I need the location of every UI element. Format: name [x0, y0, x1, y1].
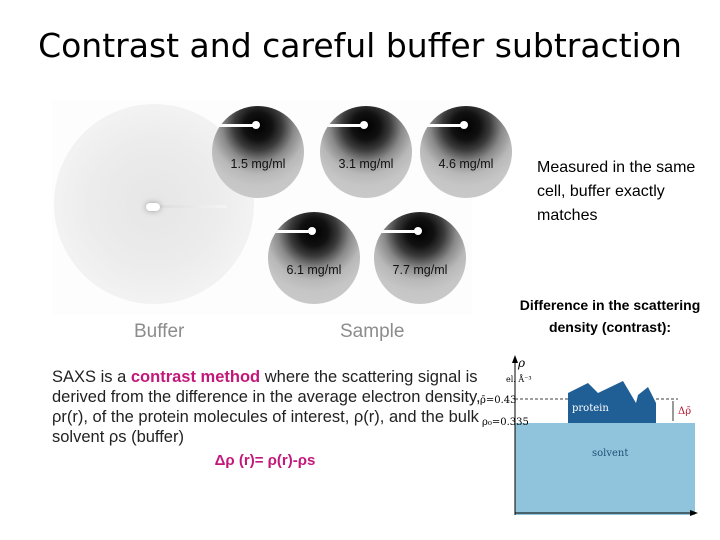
beam-spot — [252, 121, 260, 129]
slide-title: Contrast and careful buffer subtraction — [38, 26, 682, 65]
contrast-diagram — [478, 355, 703, 520]
buffer-caption: Buffer — [134, 321, 185, 342]
contrast-method-highlight: contrast method — [130, 368, 261, 386]
rho0-label: ρ₀=0.335 — [482, 417, 529, 428]
difference-heading: Difference in the scattering density (contrast): — [519, 297, 701, 335]
sample-concentration-label: 6.1 mg/ml — [286, 263, 342, 277]
sample-image-1 — [212, 106, 304, 198]
beam-spot — [308, 227, 316, 235]
solvent-region — [515, 423, 695, 515]
beam-spot — [360, 121, 368, 129]
sample-image-4 — [268, 212, 360, 304]
sample-concentration-label: 3.1 mg/ml — [338, 157, 394, 171]
saxs-description — [52, 367, 482, 447]
solvent-label: solvent — [592, 448, 629, 459]
sample-concentration-label: 4.6 mg/ml — [438, 157, 494, 171]
beam-spot — [460, 121, 468, 129]
y-unit-label: el. Å⁻³ — [506, 375, 532, 384]
sample-image-3 — [420, 106, 512, 198]
sample-image-5 — [374, 212, 466, 304]
rho-axis-label: ρ — [518, 356, 526, 370]
paragraph-text-end: where the scattering signal is derived from the difference in the average electron density, ρr(r), of the protein molecules of interest, ρ(r), and the bulk solvent ρs (buffer) — [52, 368, 481, 446]
paragraph-text-start: SAXS is a — [52, 368, 131, 386]
buffer-beam-spot — [146, 203, 160, 211]
sample-concentration-label: 1.5 mg/ml — [230, 157, 286, 171]
buffer-beamstop — [156, 205, 226, 208]
protein-label: protein — [572, 403, 609, 414]
measurement-note: Measured in the same cell, buffer exactly matches — [537, 159, 696, 224]
beam-spot — [414, 227, 422, 235]
protein-region — [568, 381, 656, 423]
sample-concentration-label: 7.7 mg/ml — [392, 263, 448, 277]
sample-caption: Sample — [340, 321, 405, 342]
contrast-formula: Δρ (r)= ρ(r)-ρs — [214, 452, 316, 469]
rho-bar-label: ρ̄=0.43 — [480, 395, 517, 406]
delta-rho-label: Δρ̄ — [678, 406, 692, 417]
sample-image-2 — [320, 106, 412, 198]
